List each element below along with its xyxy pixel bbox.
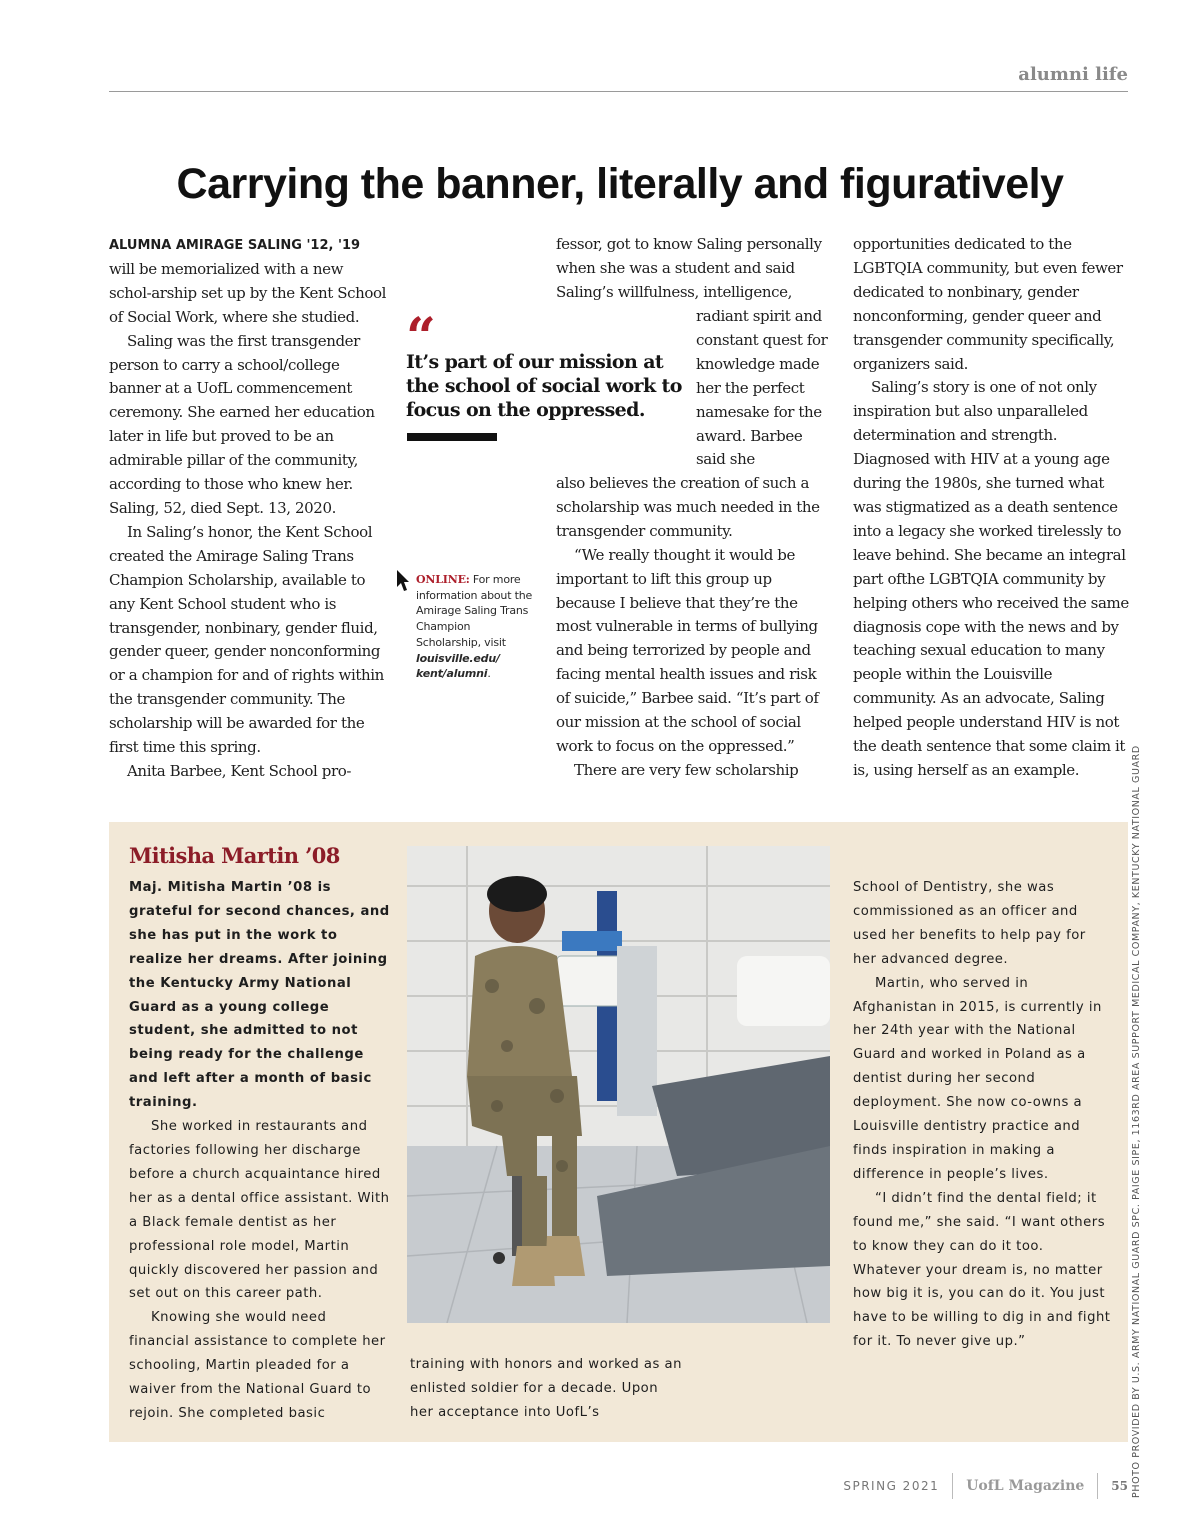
footer-season: SPRING 2021 bbox=[843, 1479, 940, 1493]
paragraph: She worked in restaurants and factories following her discharge before a church acquaintance hired her as a dental office assistant. With a Black female dentist as her professional role model, Martin quickly discovered her passion and set out on this career path. bbox=[129, 1119, 390, 1302]
paragraph: In Saling’s honor, the Kent School created the Amirage Saling Trans Champion Scholarship, available to any Kent School student who is transgender, nonbinary, gender fluid, gender queer, gender nonconforming or a champion for and of rights within the transgender community. The scholarship will be awarded for the first time this spring. bbox=[109, 522, 384, 757]
article-column-2-top bbox=[556, 233, 830, 305]
article-headline: Carrying the banner, literally and figuratively bbox=[176, 160, 1064, 208]
article-column-2-bottom bbox=[556, 472, 830, 783]
article-column-2-narrow bbox=[696, 305, 830, 472]
section-label: alumni life bbox=[1018, 64, 1128, 85]
sidebar-column-2 bbox=[410, 1353, 682, 1425]
paragraph: There are very few scholarship bbox=[574, 760, 799, 779]
paragraph: fessor, got to know Saling personally when she was a student and said Saling’s willfulness, intelligence, bbox=[556, 235, 822, 301]
footer-divider bbox=[952, 1473, 953, 1499]
online-end: . bbox=[487, 667, 491, 681]
paragraph: Anita Barbee, Kent School pro- bbox=[127, 761, 352, 780]
paragraph: “I didn’t find the dental field; it found me,” she said. “I want others to know they can do it too. Whatever your dream is, no matter how big it is, you can do it. You just have to be willing to dig in and fight for it. To never give up.” bbox=[853, 1190, 1111, 1350]
paragraph: Saling was the first transgender person to carry a school/college banner at a UofL commencement ceremony. She earned her education later in life but proved to be an admirable pillar of the community, according to those who knew her. Saling, 52, died Sept. 13, 2020. bbox=[109, 331, 375, 517]
online-note bbox=[416, 572, 536, 682]
lead-name: ALUMNA AMIRAGE SALING '12, '19 bbox=[109, 238, 361, 253]
header-rule bbox=[109, 91, 1128, 92]
paragraph: Martin, who served in Afghanistan in 2015, is currently in her 24th year with the National Guard and worked in Poland as a dentist during her second deployment. She now co-owns a Louisville dentistry practice and finds inspiration in making a difference in people’s lives. bbox=[853, 975, 1102, 1182]
pull-quote: It’s part of our mission at the school of social work to focus on the oppressed. bbox=[406, 351, 682, 421]
sidebar-lead: Maj. Mitisha Martin ’08 is grateful for second chances, and she has put in the work to realize her dreams. After joining the Kentucky Army National Guard as a young college student, she admitted to not being ready for the challenge and left after a month of basic training. bbox=[129, 880, 390, 1111]
online-link[interactable]: louisville.edu/ kent/alumni bbox=[416, 651, 500, 681]
pull-quote-bar bbox=[407, 433, 497, 441]
paragraph: opportunities dedicated to the LGBTQIA community, but even fewer dedicated to nonbinary, gender nonconforming, gender queer and transgender community specifically, organizers said. bbox=[853, 235, 1123, 373]
page-footer bbox=[843, 1473, 1128, 1499]
footer-divider bbox=[1097, 1473, 1098, 1499]
paragraph: School of Dentistry, she was commissioned as an officer and used her benefits to help pay for her advanced degree. bbox=[853, 880, 1086, 967]
quote-mark-icon: “ bbox=[406, 307, 436, 368]
paragraph: Saling’s story is one of not only inspiration but also unparalleled determination and strength. Diagnosed with HIV at a young age during the 1980s, she turned what was stigmatized as a death sentence into a legacy she worked tirelessly to leave behind. She became an integral part ofthe LGBTQIA community by helping others who received the same diagnosis cope with the news and by teaching sexual education to many people within the Louisville community. As an advocate, Saling helped people understand HIV is not the death sentence that some claim it is, using herself as an example. bbox=[853, 378, 1129, 779]
online-text: For more information about the Amirage Saling Trans Champion Scholarship, visit bbox=[416, 573, 533, 649]
profile-name: Mitisha Martin ’08 bbox=[129, 843, 340, 868]
lead-text: will be memorialized with a new schol-arship set up by the Kent School of Social Work, where she studied. bbox=[109, 259, 387, 326]
article-column-3 bbox=[853, 233, 1129, 783]
page-number: 55 bbox=[1111, 1479, 1128, 1493]
profile-photo bbox=[407, 846, 830, 1323]
article-column-1 bbox=[109, 233, 387, 784]
footer-magazine: UofL Magazine bbox=[966, 1478, 1085, 1494]
sidebar-column-3 bbox=[853, 876, 1113, 1354]
sidebar-column-1 bbox=[129, 876, 391, 1426]
paragraph: training with honors and worked as an enlisted soldier for a decade. Upon her acceptance into UofL’s bbox=[410, 1357, 682, 1420]
paragraph: radiant spirit and constant quest for knowledge made her the perfect namesake for the award. Barbee said she bbox=[696, 307, 828, 469]
paragraph: “We really thought it would be important to lift this group up because I believe that they’re the most vulnerable in terms of bullying and being terrorized by people and facing mental health issues and risk of suicide,” Barbee said. “It’s part of our mission at the school of social work to focus on the oppressed.” bbox=[556, 545, 819, 755]
dental-tent-illustration bbox=[407, 846, 830, 1323]
photo-credit: PHOTO PROVIDED BY U.S. ARMY NATIONAL GUARD SPC. PAIGE SIPE, 1163RD AREA SUPPORT MEDICAL COMPANY, KENTUCKY NATIONAL GUARD bbox=[1131, 745, 1142, 1498]
online-label: ONLINE: bbox=[416, 573, 470, 586]
paragraph: Knowing she would need financial assistance to complete her schooling, Martin pleaded for a waiver from the National Guard to rejoin. She completed basic bbox=[129, 1310, 386, 1421]
paragraph: also believes the creation of such a scholarship was much needed in the transgender community. bbox=[556, 474, 820, 540]
cursor-icon bbox=[396, 569, 410, 593]
lead-paragraph bbox=[109, 233, 387, 330]
